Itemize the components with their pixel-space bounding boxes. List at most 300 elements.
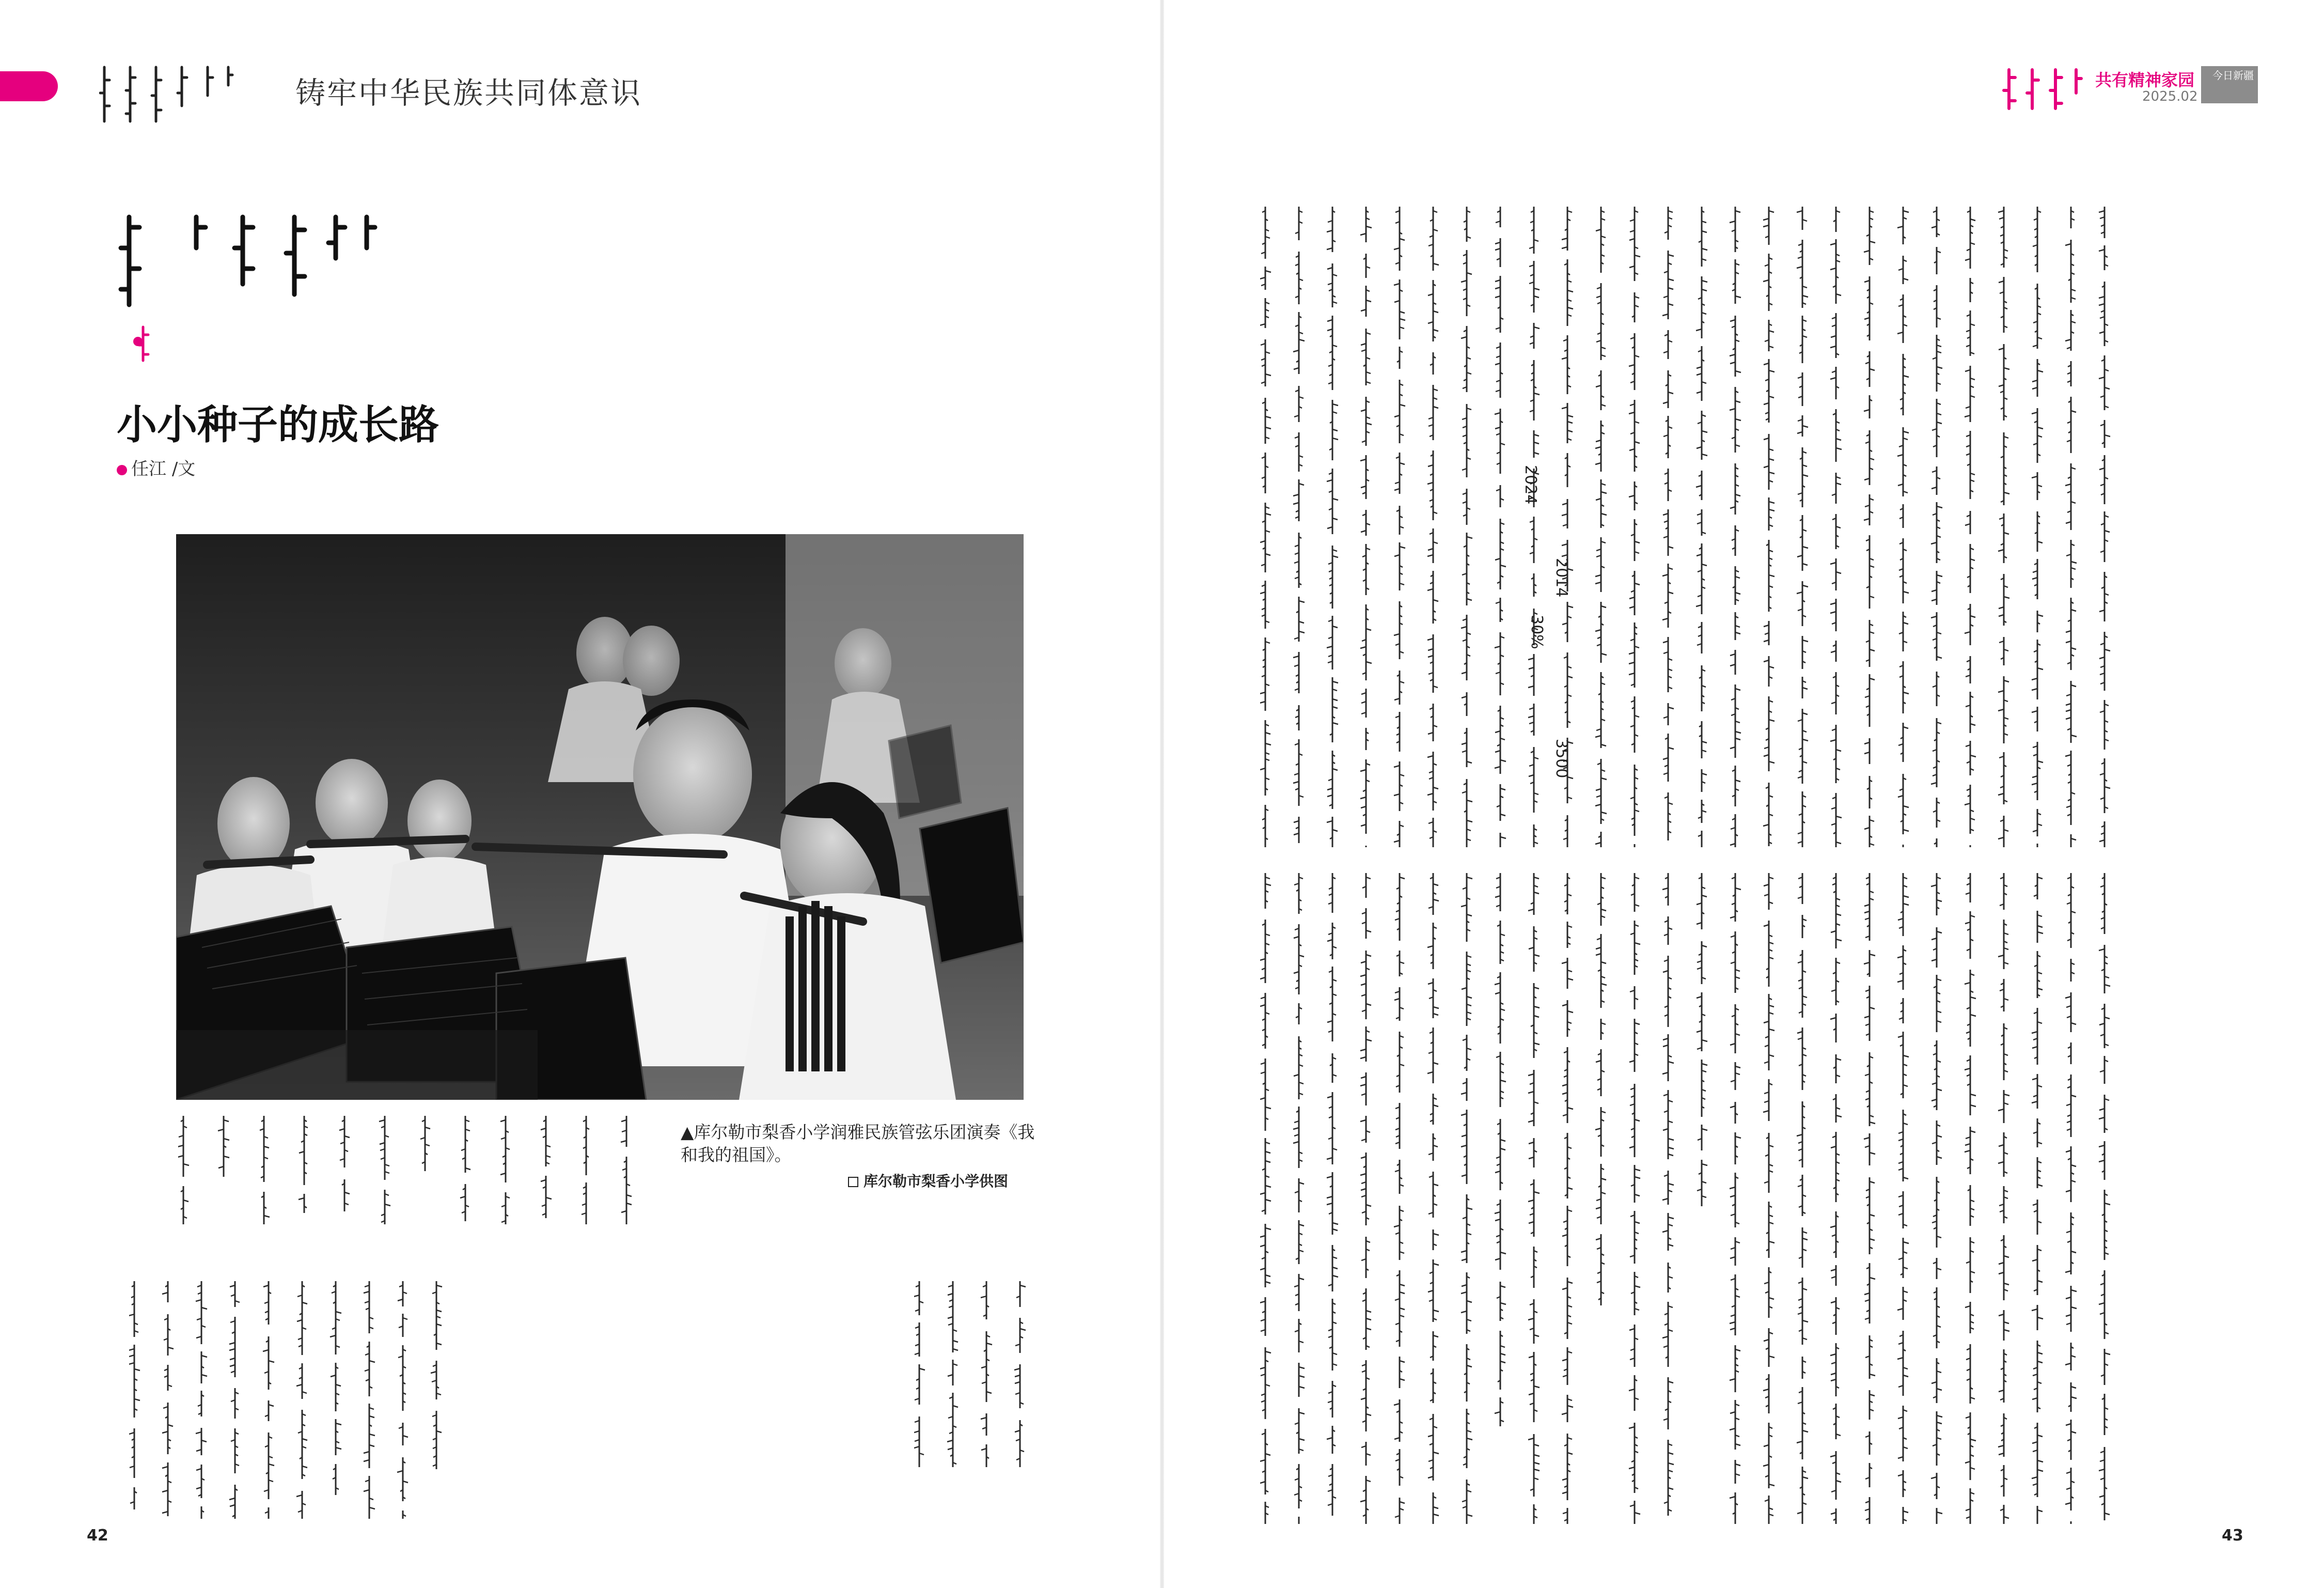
page-number-right: 43 <box>2222 1527 2243 1545</box>
script-stroke <box>1903 1242 1909 1243</box>
script-stroke <box>1730 221 1735 223</box>
script-stroke <box>364 1460 369 1461</box>
script-stroke <box>1595 736 1601 737</box>
script-stroke <box>1668 279 1674 281</box>
script-stroke <box>1366 1039 1372 1041</box>
script-stroke <box>162 1293 168 1294</box>
script-stroke <box>1802 426 1808 427</box>
script-stroke <box>1730 1497 1735 1498</box>
script-stroke <box>981 1418 986 1419</box>
script-stroke <box>1763 1389 1769 1391</box>
script-stroke <box>1467 800 1472 802</box>
script-stroke <box>1265 427 1271 429</box>
script-stroke <box>2004 1094 2009 1096</box>
script-stroke <box>1534 288 1540 290</box>
script-stroke <box>134 1369 140 1371</box>
script-stroke <box>1495 983 1500 985</box>
script-stroke <box>1595 804 1601 806</box>
script-stroke <box>1360 975 1366 976</box>
script-stroke <box>1394 634 1400 635</box>
script-stroke <box>1897 980 1903 982</box>
script-stroke <box>1327 646 1332 648</box>
script-stroke <box>1534 1006 1540 1008</box>
script-stroke <box>1467 1208 1472 1209</box>
lbodyA-script-glyphs <box>129 1281 475 1519</box>
script-stroke <box>263 1350 269 1351</box>
script-stroke <box>379 1120 385 1122</box>
inline-number-30pct: 30% <box>1528 615 1546 649</box>
script-stroke <box>2065 1271 2071 1272</box>
section-tab-marker <box>0 71 58 101</box>
credit-box-icon <box>848 1177 858 1187</box>
script-stroke <box>1998 550 2004 551</box>
script-stroke <box>1400 547 1405 548</box>
script-stroke <box>1299 1439 1305 1440</box>
page-number-left: 42 <box>87 1527 108 1545</box>
script-stroke <box>1970 1094 1976 1096</box>
script-stroke <box>201 1356 207 1357</box>
author-name: 任江 <box>131 459 166 479</box>
script-stroke <box>2037 615 2043 616</box>
script-stroke <box>1864 962 1870 964</box>
script-stroke <box>1735 888 1741 890</box>
script-stroke <box>1662 314 1668 316</box>
script-stroke <box>1702 248 1707 250</box>
script-stroke <box>1998 211 2004 212</box>
script-stroke <box>1702 454 1707 456</box>
script-stroke <box>369 1507 375 1509</box>
script-stroke <box>162 1431 168 1433</box>
script-stroke <box>1332 1275 1338 1277</box>
script-stroke <box>1534 1469 1540 1471</box>
photo-caption: ▲库尔勒市梨香小学润雅民族管弦乐团演奏《我和我的祖国》。 <box>681 1122 1035 1165</box>
script-stroke <box>1332 1223 1338 1224</box>
script-stroke <box>1461 627 1467 628</box>
script-stroke <box>1360 1174 1366 1175</box>
script-stroke <box>1797 592 1802 594</box>
script-stroke <box>1668 748 1674 749</box>
script-stroke <box>1327 480 1332 481</box>
script-stroke <box>1635 255 1640 257</box>
script-stroke <box>1998 691 2004 692</box>
script-stroke <box>2105 985 2110 986</box>
script-stroke <box>1903 830 1909 831</box>
script-stroke <box>196 1432 201 1434</box>
script-stroke <box>1360 770 1366 771</box>
script-stroke <box>1629 1467 1635 1469</box>
script-stroke <box>1970 755 1976 757</box>
script-stroke <box>369 1434 375 1436</box>
script-stroke <box>330 1335 336 1337</box>
script-stroke <box>1635 943 1640 944</box>
script-stroke <box>1662 888 1668 890</box>
script-stroke <box>2105 649 2110 651</box>
script-stroke <box>1735 419 1741 421</box>
script-stroke <box>1394 766 1400 767</box>
script-stroke <box>2004 492 2009 494</box>
script-stroke <box>1265 416 1271 418</box>
script-stroke <box>1433 1264 1439 1265</box>
script-stroke <box>1897 956 1903 958</box>
script-stroke <box>436 1285 442 1287</box>
script-stroke <box>1461 337 1467 338</box>
script-stroke <box>1730 354 1735 356</box>
script-stroke <box>2032 1477 2037 1478</box>
script-stroke <box>1461 1093 1467 1094</box>
script-stroke <box>2065 484 2071 486</box>
script-stroke <box>1965 632 1970 633</box>
script-stroke <box>1802 585 1808 587</box>
script-stroke <box>369 1361 375 1362</box>
script-stroke <box>1702 1064 1707 1065</box>
script-stroke <box>1433 1234 1439 1235</box>
script-stroke <box>1562 514 1567 516</box>
inline-number-2024: 2024 <box>1521 465 1540 505</box>
right-body-bottom <box>1260 873 2143 1524</box>
script-stroke <box>1534 1455 1540 1456</box>
script-stroke <box>1629 662 1635 664</box>
script-stroke <box>1327 1196 1332 1198</box>
script-stroke <box>1528 1074 1534 1076</box>
script-stroke <box>1327 821 1332 822</box>
script-stroke <box>336 1423 341 1425</box>
script-stroke <box>1635 1286 1640 1287</box>
script-stroke <box>1020 1329 1026 1330</box>
script-stroke <box>1897 1309 1903 1310</box>
script-stroke <box>1998 1162 2004 1163</box>
script-stroke <box>1500 1080 1506 1082</box>
script-stroke <box>1763 1111 1769 1112</box>
script-stroke <box>2105 1353 2110 1355</box>
script-stroke <box>1293 1128 1299 1129</box>
script-stroke <box>1836 448 1842 449</box>
script-stroke <box>1668 1184 1674 1185</box>
script-stroke <box>1433 1310 1439 1312</box>
script-stroke <box>1562 238 1567 240</box>
script-stroke <box>1562 247 1567 248</box>
author-suffix: /文 <box>171 459 196 479</box>
script-stroke <box>1965 983 1970 984</box>
script-stroke <box>1534 393 1540 395</box>
script-stroke <box>1265 1351 1271 1353</box>
script-stroke <box>1903 1055 1909 1057</box>
script-stroke <box>1601 778 1607 780</box>
script-stroke <box>1662 1336 1668 1338</box>
script-stroke <box>1360 1120 1366 1122</box>
script-stroke <box>1327 1203 1332 1205</box>
script-stroke <box>229 1343 235 1344</box>
script-stroke <box>1998 837 2004 839</box>
script-stroke <box>1595 575 1601 577</box>
script-stroke <box>1769 1484 1775 1486</box>
script-stroke <box>1265 1228 1271 1229</box>
script-stroke <box>986 1343 992 1345</box>
script-stroke <box>2099 1160 2105 1162</box>
script-stroke <box>1870 954 1875 956</box>
script-stroke <box>1394 1225 1400 1227</box>
script-stroke <box>1467 877 1472 879</box>
script-stroke <box>1830 378 1836 379</box>
script-stroke <box>1702 1040 1707 1041</box>
script-stroke <box>1562 1413 1567 1414</box>
script-stroke <box>1937 1415 1942 1417</box>
script-stroke <box>1931 783 1937 784</box>
script-stroke <box>1427 589 1433 590</box>
script-stroke <box>1662 1198 1668 1200</box>
script-stroke <box>1528 658 1534 660</box>
script-stroke <box>1567 307 1573 309</box>
script-stroke <box>397 1471 403 1472</box>
script-stroke <box>1366 423 1372 425</box>
script-stroke <box>1836 1115 1842 1117</box>
script-stroke <box>1299 1412 1305 1414</box>
script-stroke <box>1360 1500 1366 1502</box>
script-stroke <box>1668 707 1674 709</box>
script-stroke <box>2004 1330 2009 1331</box>
script-stroke <box>1461 1292 1467 1294</box>
script-stroke <box>1662 574 1668 576</box>
script-stroke <box>2032 1309 2037 1311</box>
script-stroke <box>1763 219 1769 220</box>
script-stroke <box>229 1498 235 1500</box>
script-stroke <box>1830 603 1836 604</box>
script-stroke <box>2004 368 2009 369</box>
script-stroke <box>296 1384 302 1386</box>
script-stroke <box>2071 1307 2077 1309</box>
script-stroke <box>1601 812 1607 814</box>
script-stroke <box>1327 1158 1332 1159</box>
script-stroke <box>1534 327 1540 329</box>
script-stroke <box>1500 565 1506 567</box>
script-stroke <box>229 1349 235 1350</box>
script-stroke <box>1769 509 1775 511</box>
script-stroke <box>1970 997 1976 999</box>
script-stroke <box>1629 365 1635 366</box>
script-stroke <box>1702 431 1707 432</box>
script-stroke <box>1293 1142 1299 1143</box>
script-stroke <box>1562 544 1567 546</box>
script-stroke <box>1567 415 1573 417</box>
script-stroke <box>2099 1469 2105 1471</box>
script-stroke <box>1769 1356 1775 1358</box>
script-stroke <box>1769 472 1775 474</box>
script-stroke <box>947 1440 953 1442</box>
script-stroke <box>1702 281 1707 282</box>
script-stroke <box>1601 984 1607 985</box>
script-stroke <box>1635 1513 1640 1514</box>
script-stroke <box>1400 404 1405 406</box>
script-stroke <box>1965 1068 1970 1070</box>
script-stroke <box>2037 932 2043 933</box>
script-stroke <box>1332 723 1338 724</box>
script-stroke <box>546 1197 552 1199</box>
script-stroke <box>2099 1303 2105 1304</box>
script-stroke <box>981 1296 986 1298</box>
script-stroke <box>1696 605 1702 606</box>
script-stroke <box>1562 555 1567 556</box>
script-stroke <box>1360 647 1366 648</box>
script-stroke <box>1567 290 1573 292</box>
script-stroke <box>364 1452 369 1453</box>
photo-credit <box>848 1170 1008 1191</box>
script-stroke <box>1830 612 1836 613</box>
script-stroke <box>1366 662 1372 663</box>
script-stroke <box>1495 1412 1500 1413</box>
script-stroke <box>1965 1150 1970 1152</box>
script-stroke <box>2071 1397 2077 1398</box>
script-stroke <box>196 1300 201 1301</box>
script-stroke <box>1864 1138 1870 1139</box>
script-stroke <box>1433 899 1439 901</box>
script-stroke <box>1662 1072 1668 1074</box>
script-stroke <box>1327 1176 1332 1178</box>
script-stroke <box>1360 459 1366 461</box>
magazine-logo: 今日新疆 <box>2201 66 2258 103</box>
script-stroke <box>2105 787 2110 788</box>
script-stroke <box>1427 756 1433 757</box>
script-stroke <box>1299 1376 1305 1377</box>
script-stroke <box>2065 244 2071 245</box>
script-stroke <box>1534 955 1540 956</box>
script-stroke <box>2071 562 2077 563</box>
script-stroke <box>264 1216 270 1217</box>
script-stroke <box>1427 555 1433 556</box>
script-stroke <box>1299 1367 1305 1368</box>
script-stroke <box>1903 896 1909 897</box>
script-stroke <box>1830 268 1836 270</box>
script-stroke <box>2037 370 2043 372</box>
inline-number-2014: 2014 <box>1552 558 1571 598</box>
script-stroke <box>2065 339 2071 341</box>
script-stroke <box>1903 211 1909 212</box>
script-stroke <box>1400 319 1405 320</box>
script-stroke <box>1830 243 1836 245</box>
script-stroke <box>1937 506 1942 508</box>
script-stroke <box>1567 1108 1573 1109</box>
script-stroke <box>1897 455 1903 456</box>
script-stroke <box>1528 1120 1534 1122</box>
script-stroke <box>2037 761 2043 762</box>
script-stroke <box>1433 1514 1439 1516</box>
script-stroke <box>2032 476 2037 478</box>
script-stroke <box>1467 1438 1472 1440</box>
script-stroke <box>1265 271 1271 272</box>
script-stroke <box>1427 482 1433 484</box>
section-header-title: 铸牢中华民族共同体意识 <box>295 75 642 111</box>
script-stroke <box>1903 431 1909 433</box>
script-stroke <box>1360 233 1366 235</box>
script-stroke <box>1461 1145 1467 1147</box>
script-stroke <box>1595 582 1601 584</box>
script-stroke <box>1265 374 1271 376</box>
script-stroke <box>1702 1164 1707 1165</box>
script-stroke <box>1433 1452 1439 1454</box>
script-stroke <box>1870 1153 1875 1154</box>
script-stroke <box>1931 542 1937 544</box>
script-stroke <box>299 1198 304 1200</box>
script-stroke <box>2099 949 2105 951</box>
script-stroke <box>1802 1320 1808 1322</box>
article-title: 小小种子的成长路 <box>117 402 439 448</box>
script-stroke <box>1427 639 1433 640</box>
script-stroke <box>1870 1122 1875 1124</box>
script-stroke <box>2099 211 2105 212</box>
script-stroke <box>1534 1192 1540 1193</box>
script-stroke <box>1629 1427 1635 1428</box>
script-stroke <box>1769 370 1775 372</box>
mongolian-author-name <box>115 324 166 366</box>
script-stroke <box>1528 1438 1534 1440</box>
script-stroke <box>1965 803 1970 805</box>
script-stroke <box>1500 760 1506 761</box>
script-stroke <box>1735 731 1741 733</box>
script-stroke <box>1864 519 1870 520</box>
script-stroke <box>1534 1043 1540 1045</box>
script-stroke <box>1014 1368 1020 1370</box>
script-stroke <box>1937 575 1942 577</box>
script-stroke <box>1534 1462 1540 1464</box>
script-stroke <box>1299 339 1305 341</box>
script-stroke <box>1265 1186 1271 1187</box>
script-stroke <box>2065 755 2071 756</box>
script-stroke <box>1763 1465 1769 1466</box>
script-stroke <box>2071 735 2077 737</box>
script-stroke <box>1467 537 1472 538</box>
script-stroke <box>1802 475 1808 476</box>
script-stroke <box>1394 248 1400 250</box>
script-stroke <box>1998 955 2004 957</box>
script-stroke <box>1802 640 1808 642</box>
photo-credit-text: 库尔勒市梨香小学供图 <box>863 1173 1009 1190</box>
script-stroke <box>1629 673 1635 675</box>
script-stroke <box>1830 346 1836 348</box>
script-stroke <box>1595 1128 1601 1130</box>
script-stroke <box>2032 783 2037 785</box>
script-stroke <box>1696 329 1702 331</box>
left-body-block-a <box>129 1281 475 1519</box>
script-stroke <box>1601 653 1607 655</box>
script-stroke <box>1662 1231 1668 1232</box>
script-stroke <box>1702 1129 1707 1130</box>
script-stroke <box>1467 1515 1472 1516</box>
mcap-script-glyphs <box>178 1116 672 1224</box>
script-stroke <box>2099 377 2105 379</box>
script-stroke <box>1601 492 1607 493</box>
script-stroke <box>1897 226 1903 228</box>
script-stroke <box>1763 225 1769 227</box>
script-stroke <box>201 1375 207 1376</box>
script-stroke <box>1769 502 1775 503</box>
script-stroke <box>336 1447 341 1449</box>
script-stroke <box>1668 1463 1674 1465</box>
rbot-script-glyphs <box>1260 873 2143 1524</box>
script-stroke <box>1394 284 1400 285</box>
script-stroke <box>1299 601 1305 602</box>
script-stroke <box>2037 1317 2043 1319</box>
script-stroke <box>1567 606 1573 608</box>
script-stroke <box>1528 1318 1534 1320</box>
script-stroke <box>1937 1512 1942 1514</box>
script-stroke <box>1394 1404 1400 1405</box>
script-stroke <box>1461 905 1467 907</box>
script-stroke <box>1830 563 1836 564</box>
brand-title: 共有精神家园 <box>2095 70 2195 90</box>
script-stroke <box>364 1490 369 1491</box>
script-stroke <box>1394 794 1400 796</box>
script-stroke <box>1870 1278 1875 1279</box>
script-stroke <box>1293 656 1299 658</box>
script-stroke <box>1730 1187 1735 1189</box>
